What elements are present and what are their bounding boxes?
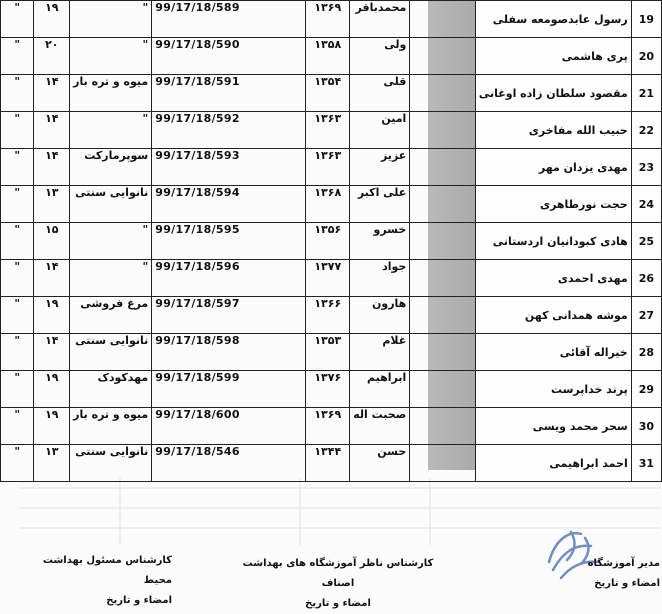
code-cell: 99/17/18/596	[152, 260, 306, 297]
row-number-cell: 26	[631, 260, 661, 297]
business-cell: مهدکودک	[70, 371, 152, 408]
year-cell: ۱۳۵۳	[306, 334, 350, 371]
row-number-cell: 25	[631, 223, 661, 260]
code-cell: 99/17/18/589	[152, 1, 306, 38]
count-cell: ۱۹	[34, 297, 70, 334]
row-number-cell: 29	[631, 371, 661, 408]
table-row	[1, 297, 662, 334]
row-number-cell: 19	[631, 1, 661, 38]
full-name-cell: پری هاشمی	[475, 38, 631, 75]
year-cell: ۱۳۷۷	[306, 260, 350, 297]
code-cell: 99/17/18/600	[152, 408, 306, 445]
row-number-cell: 21	[631, 75, 661, 112]
footer-right-signature	[548, 554, 660, 594]
full-name-cell: هادی کبودانیان اردستانی	[475, 223, 631, 260]
row-number-cell: 28	[631, 334, 661, 371]
business-cell: "	[70, 223, 152, 260]
count-cell: ۱۵	[34, 223, 70, 260]
ditto-cell: "	[1, 186, 34, 223]
count-cell: ۲۰	[34, 38, 70, 75]
father-name-cell: جواد	[350, 260, 410, 297]
row-number-cell: 31	[631, 445, 661, 482]
count-cell: ۱۴	[34, 149, 70, 186]
father-name-cell: محمدباقر	[350, 1, 410, 38]
father-name-cell: عزیز	[350, 149, 410, 186]
table-row	[1, 223, 662, 260]
table-row	[1, 445, 662, 482]
shadow-gap-cell	[410, 408, 476, 445]
table-row	[1, 38, 662, 75]
table-row	[1, 371, 662, 408]
count-cell: ۱۴	[34, 112, 70, 149]
business-cell: مرغ فروشی	[70, 297, 152, 334]
table-row	[1, 112, 662, 149]
footer-mid-sub: امضاء و تاریخ	[305, 598, 371, 609]
table-row	[1, 75, 662, 112]
table-row	[1, 1, 662, 38]
year-cell: ۱۳۵۴	[306, 75, 350, 112]
footer-left-signature	[12, 551, 172, 611]
year-cell: ۱۳۶۳	[306, 112, 350, 149]
business-cell: میوه و تره بار	[70, 408, 152, 445]
father-name-cell: قلی	[350, 75, 410, 112]
full-name-cell: مهدی احمدی	[475, 260, 631, 297]
ditto-cell: "	[1, 1, 34, 38]
footer-left-sub: امضاء و تاریخ	[106, 595, 172, 606]
ditto-cell: "	[1, 223, 34, 260]
full-name-cell: پرند خداپرست	[475, 371, 631, 408]
row-number-cell: 30	[631, 408, 661, 445]
code-cell: 99/17/18/592	[152, 112, 306, 149]
ditto-cell: "	[1, 38, 34, 75]
ditto-cell: "	[1, 112, 34, 149]
code-cell: 99/17/18/598	[152, 334, 306, 371]
count-cell: ۱۹	[34, 1, 70, 38]
row-number-cell: 23	[631, 149, 661, 186]
father-name-cell: هارون	[350, 297, 410, 334]
full-name-cell: احمد ابراهیمی	[475, 445, 631, 482]
shadow-gap-cell	[410, 186, 476, 223]
table-row	[1, 260, 662, 297]
shadow-gap-cell	[410, 112, 476, 149]
ditto-cell: "	[1, 75, 34, 112]
shadow-gap-cell	[410, 223, 476, 260]
full-name-cell: مقصود سلطان زاده اوغانی	[475, 75, 631, 112]
year-cell: ۱۳۶۹	[306, 408, 350, 445]
ditto-cell: "	[1, 297, 34, 334]
code-cell: 99/17/18/591	[152, 75, 306, 112]
business-cell: نانوایی سنتی	[70, 186, 152, 223]
footer-mid-title: کارشناس ناظر آموزشگاه های بهداشت اصناف	[242, 558, 434, 589]
father-name-cell: ولی	[350, 38, 410, 75]
footer-right-title: مدیر آموزشگاه	[587, 558, 660, 569]
year-cell: ۱۳۶۹	[306, 1, 350, 38]
father-name-cell: خسرو	[350, 223, 410, 260]
code-cell: 99/17/18/594	[152, 186, 306, 223]
father-name-cell: امین	[350, 112, 410, 149]
footer-middle-signature	[230, 554, 446, 614]
footer-right-sub: امضاء و تاریخ	[594, 578, 660, 589]
row-number-cell: 22	[631, 112, 661, 149]
year-cell: ۱۳۶۸	[306, 186, 350, 223]
full-name-cell: حجت نورطاهری	[475, 186, 631, 223]
table-row	[1, 149, 662, 186]
business-cell: نانوایی سنتی	[70, 445, 152, 482]
father-name-cell: علی اکبر	[350, 186, 410, 223]
father-name-cell: حسن	[350, 445, 410, 482]
table-row	[1, 334, 662, 371]
count-cell: ۱۴	[34, 334, 70, 371]
business-cell: "	[70, 112, 152, 149]
ditto-cell: "	[1, 260, 34, 297]
code-cell: 99/17/18/590	[152, 38, 306, 75]
code-cell: 99/17/18/597	[152, 297, 306, 334]
ditto-cell: "	[1, 149, 34, 186]
count-cell: ۱۳	[34, 186, 70, 223]
table-row	[1, 186, 662, 223]
business-cell: "	[70, 260, 152, 297]
shadow-gap-cell	[410, 1, 476, 38]
business-cell: سوپرمارکت	[70, 149, 152, 186]
row-number-cell: 20	[631, 38, 661, 75]
ditto-cell: "	[1, 408, 34, 445]
full-name-cell: رسول عابدصومعه سفلی	[475, 1, 631, 38]
father-name-cell: صحبت اله	[350, 408, 410, 445]
shadow-gap-cell	[410, 334, 476, 371]
full-name-cell: مهدی یزدان مهر	[475, 149, 631, 186]
year-cell: ۱۳۵۶	[306, 223, 350, 260]
count-cell: ۱۴	[34, 260, 70, 297]
row-number-cell: 24	[631, 186, 661, 223]
count-cell: ۱۹	[34, 408, 70, 445]
full-name-cell: خیراله آقائی	[475, 334, 631, 371]
count-cell: ۱۹	[34, 371, 70, 408]
shadow-gap-cell	[410, 297, 476, 334]
business-cell: "	[70, 38, 152, 75]
business-cell: میوه و تره بار	[70, 75, 152, 112]
full-name-cell: حبیب الله مفاخری	[475, 112, 631, 149]
code-cell: 99/17/18/593	[152, 149, 306, 186]
father-name-cell: ابراهیم	[350, 371, 410, 408]
code-cell: 99/17/18/599	[152, 371, 306, 408]
table-row	[1, 408, 662, 445]
year-cell: ۱۳۵۸	[306, 38, 350, 75]
shadow-gap-cell	[410, 38, 476, 75]
year-cell: ۱۳۶۶	[306, 297, 350, 334]
ditto-cell: "	[1, 445, 34, 482]
shadow-gap-cell	[410, 260, 476, 297]
year-cell: ۱۳۷۶	[306, 371, 350, 408]
business-cell: نانوایی سنتی	[70, 334, 152, 371]
full-name-cell: موشه همدانی کهن	[475, 297, 631, 334]
ditto-cell: "	[1, 334, 34, 371]
count-cell: ۱۴	[34, 75, 70, 112]
footer-left-title: کارشناس مسئول بهداشت محیط	[42, 555, 172, 586]
shadow-gap-cell	[410, 445, 476, 482]
code-cell: 99/17/18/595	[152, 223, 306, 260]
code-cell: 99/17/18/546	[152, 445, 306, 482]
year-cell: ۱۳۶۳	[306, 149, 350, 186]
count-cell: ۱۳	[34, 445, 70, 482]
business-cell: "	[70, 1, 152, 38]
row-number-cell: 27	[631, 297, 661, 334]
ditto-cell: "	[1, 371, 34, 408]
shadow-gap-cell	[410, 371, 476, 408]
shadow-gap-cell	[410, 75, 476, 112]
year-cell: ۱۳۴۴	[306, 445, 350, 482]
father-name-cell: غلام	[350, 334, 410, 371]
full-name-cell: سحر محمد ویسی	[475, 408, 631, 445]
shadow-gap-cell	[410, 149, 476, 186]
